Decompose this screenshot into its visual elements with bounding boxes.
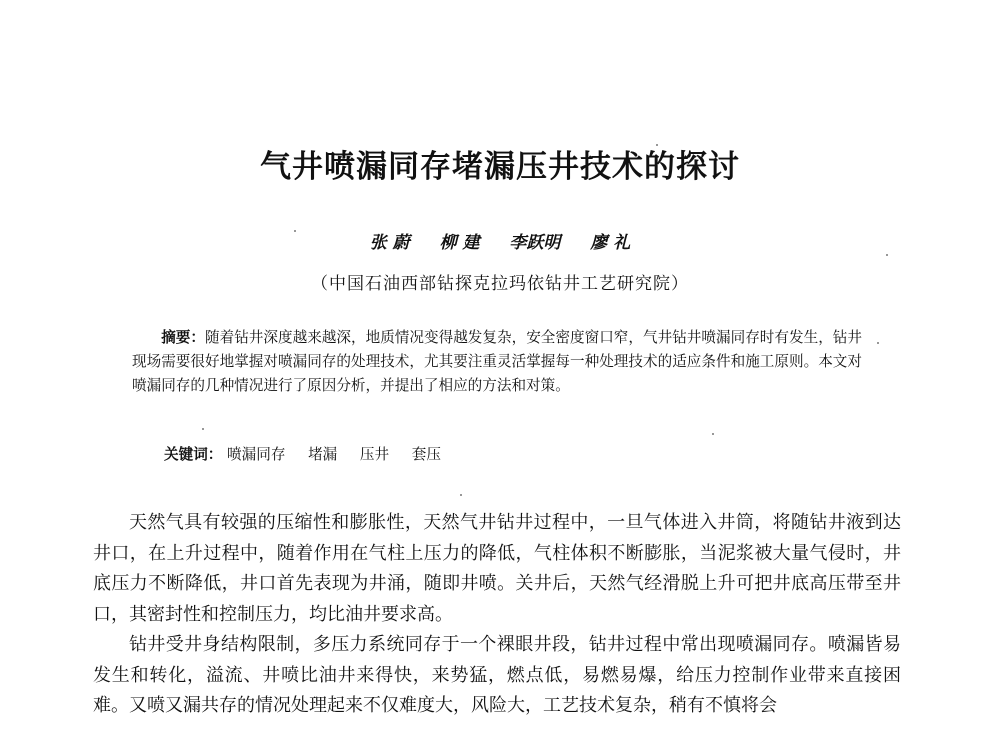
body-paragraph: 钻井受井身结构限制，多压力系统同存于一个裸眼井段，钻井过程中常出现喷漏同存。喷漏皆易发生和转化，溢流、井喷比油井来得快，来势猛，燃点低，易燃易爆，给压力控制作业带来直接困难。又喷又漏共存的情况处理起来不仅难度大，风险大，工艺技术复杂，稍有不慎将会 — [93, 634, 901, 716]
keywords-label: 关键词： — [164, 446, 223, 463]
abstract-text: 随着钻井深度越来越深，地质情况变得越发复杂，安全密度窗口窄，气井钻井喷漏同存时有发生，钻井现场需要很好地掌握对喷漏同存的处理技术，尤其要注重灵活掌握每一种处理技术的适应条件和施工原则。本文对喷漏同存的几种情况进行了原因分析，并提出了相应的方法和对策。 — [132, 329, 862, 394]
scan-speck — [460, 494, 462, 496]
keyword: 压井 — [359, 446, 390, 463]
scan-speck — [656, 144, 658, 146]
body-text — [93, 508, 901, 722]
paper-title: 气井喷漏同存堵漏压井技术的探讨 — [260, 149, 740, 185]
scan-speck — [877, 342, 879, 344]
abstract-block — [132, 326, 862, 398]
keyword: 喷漏同存 — [227, 446, 286, 463]
scan-speck — [294, 230, 296, 232]
affiliation: （中国石油西部钻探克拉玛依钻井工艺研究院） — [311, 274, 689, 294]
author-name: 张 蔚 — [369, 233, 410, 253]
author-name: 廖 礼 — [590, 233, 631, 253]
scan-speck — [712, 433, 714, 435]
body-paragraph: 天然气具有较强的压缩性和膨胀性，天然气井钻井过程中，一旦气体进入井筒，将随钻井液到达井口，在上升过程中，随着作用在气柱上压力的降低，气柱体积不断膨胀，当泥浆被大量气侵时，井底压力不断降低，井口首先表现为井涌，随即井喷。关井后，天然气经滑脱上升可把井底高压带至井口，其密封性和控制压力，均比油井要求高。 — [93, 512, 901, 625]
author-name: 李跃明 — [509, 233, 561, 253]
abstract-label: 摘要： — [161, 329, 205, 346]
author-name: 柳 建 — [439, 233, 480, 253]
scan-speck — [886, 254, 888, 256]
keyword: 套压 — [411, 446, 441, 463]
author-list — [0, 230, 1000, 256]
keyword: 堵漏 — [308, 446, 338, 463]
keywords-line — [164, 443, 459, 467]
scan-speck — [202, 428, 204, 430]
